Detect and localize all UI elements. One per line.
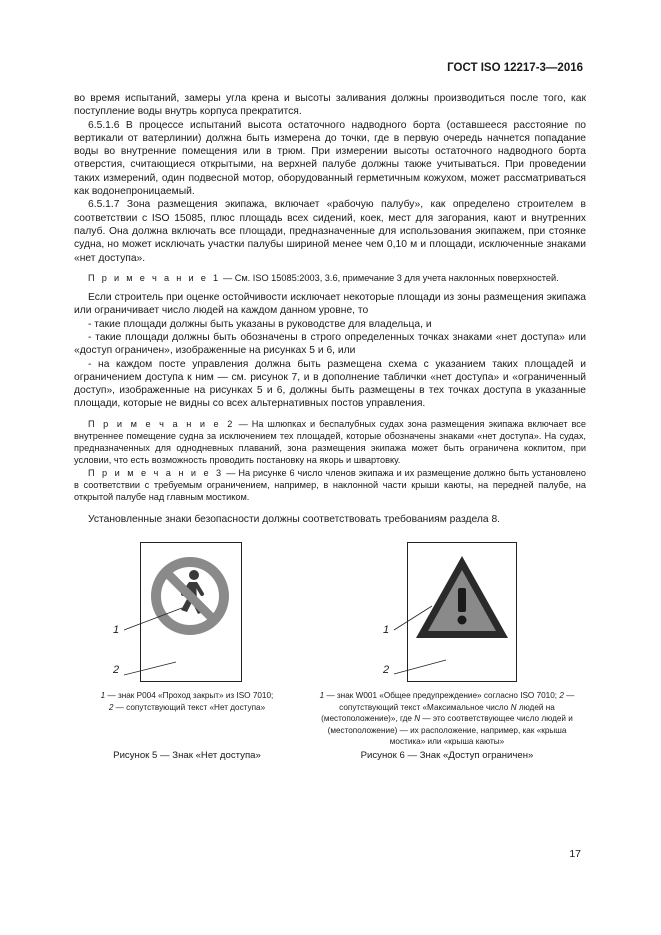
figure-6-title: Рисунок 6 — Знак «Доступ ограничен» xyxy=(360,750,534,761)
paragraph: Установленные знаки безопасности должны соответствовать требованиям раздела 8. xyxy=(88,514,501,526)
note-text: — На рисунке 6 число членов экипажа и их размещение должно быть установлено в соответствии с требуемым ограничением, например, в наклонной части крыши каюты, на передней палубе, на открытой палубе над главным мостиком. xyxy=(74,467,586,502)
list-item: - на каждом посте управления должна быть размещена схема с указанием таких площадей и ограничением доступа к ним — см. рисунок 7, и в дополнение таблички «нет доступа» и «ограниченный доступ», изображенные на рисунках 5 и 6, должны быть размещены в тех точках доступа в указанные площади, которые не видны со всех альтернативных постов управления. xyxy=(74,358,586,410)
note-label: П р и м е ч а н и е 3 xyxy=(88,467,224,478)
figure-6-legend: 1 — знак W001 «Общее предупреждение» согласно ISO 7010; 2 — сопутствующий текст «Максимальное число N людей на (местоположение)», где N — это соответствующее число людей и (местоположение) — их расположение, например, как «крыша мостика» или «крыша каюты» xyxy=(319,691,575,746)
figure-5-leader-lines xyxy=(110,600,190,680)
paragraph-6-5-1-6: 6.5.1.6 В процессе испытаний высота остаточного надводного борта (оставшееся расстояние по вертикали от ватерлинии) должна быть измерена до точки, где в первую очередь начнется попадание воды во внутренние помещения или в трюм. При измерении высоты остаточного надводного борта отверстия, считающиеся открытыми, на верхней палубе должны также учитываться. При проведении таких измерений, один подвесной мотор, оборудованный герметичным кожухом, может рассматриваться как водонепроницаемый. xyxy=(74,119,586,198)
figure-6-callout-2: 2 xyxy=(383,664,390,676)
figure-6-callout-1: 1 xyxy=(383,624,390,636)
figure-6-leader-lines xyxy=(380,598,460,678)
figure-5-title: Рисунок 5 — Знак «Нет доступа» xyxy=(113,750,261,761)
document-header: ГОСТ ISO 12217-3—2016 xyxy=(447,62,583,74)
figure-5-callout-1: 1 xyxy=(113,624,120,636)
note-label: П р и м е ч а н и е 2 xyxy=(88,418,235,429)
paragraph-6-5-1-7: 6.5.1.7 Зона размещения экипажа, включает «рабочую палубу», как определено строителем в соответствии с ISO 15085, плюс площадь всех сидений, коек, мест для загорания, кают и внутренних палуб. Она должна включать все площади, предназначенные для использования экипажем, при стоянке судна, но может исключать участки палубы шириной менее чем 0,10 м и площади, исключенные знаками «нет доступа». xyxy=(74,199,586,264)
note-1 xyxy=(74,272,586,284)
note-text: — На шлюпках и беспалубных судах зона размещения экипажа включает все внутреннее помещение судна за исключением тех площадей, которые обозначены знаками «нет доступа». На судах, предназначенных для однодневных плаваний, зона размещения экипажа может быть ограничена кокпитом, при условии, что есть возможность проводить постановку на якорь и швартовку. xyxy=(74,418,586,466)
note-2 xyxy=(74,418,586,467)
note-text: — См. ISO 15085:2003, 3.6, примечание 3 для учета наклонных поверхностей. xyxy=(220,272,559,283)
page-number: 17 xyxy=(569,848,581,860)
figure-5-legend: 1 — знак P004 «Проход закрыт» из ISO 7010; 2 — сопутствующий текст «Нет доступа» xyxy=(100,691,274,712)
list-item: - такие площади должны быть обозначены в строго определенных точках знаками «нет доступа» или «доступ ограничен», изображенные на рисунках 5 и 6, или xyxy=(74,331,586,357)
figure-5-callout-2: 2 xyxy=(113,664,120,676)
list-item: - такие площади должны быть указаны в руководстве для владельца, и xyxy=(88,318,432,330)
note-3 xyxy=(74,467,586,504)
paragraph: Если строитель при оценке остойчивости исключает некоторые площади из зоны размещения экипажа или ограничивает число людей на каждом данном уровне, то xyxy=(74,292,586,317)
note-label: П р и м е ч а н и е 1 xyxy=(88,272,221,283)
paragraph: во время испытаний, замеры угла крена и высоты заливания должны производиться после того, как поступление воды внутрь корпуса прекратится. xyxy=(74,93,586,118)
body-text xyxy=(74,92,586,526)
